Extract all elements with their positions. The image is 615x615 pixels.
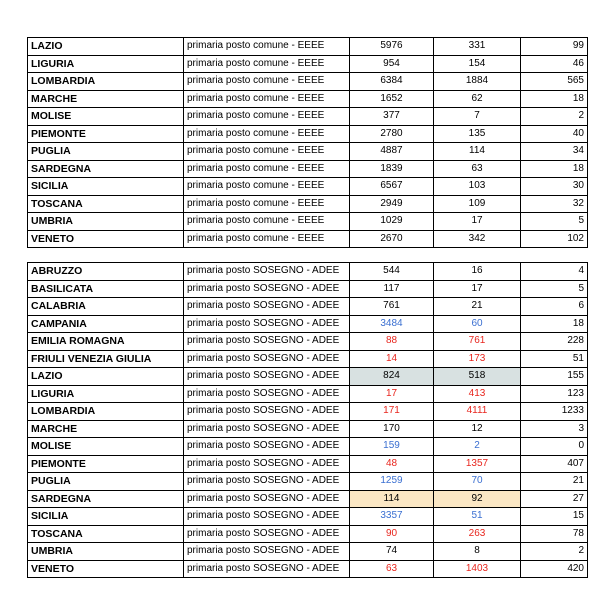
value3-cell: 102 xyxy=(521,230,588,248)
table-row xyxy=(28,213,588,231)
value1-cell: 2949 xyxy=(350,195,434,213)
value2-cell: 173 xyxy=(434,350,521,368)
type-cell: primaria posto comune - EEEE xyxy=(184,143,350,161)
region-cell: PIEMONTE xyxy=(28,455,184,473)
value3-cell: 565 xyxy=(521,73,588,91)
type-cell: primaria posto comune - EEEE xyxy=(184,178,350,196)
value3-cell: 32 xyxy=(521,195,588,213)
empty-cell xyxy=(28,248,184,263)
empty-cell xyxy=(521,248,588,263)
region-cell: PUGLIA xyxy=(28,473,184,491)
table-row xyxy=(28,160,588,178)
table-row xyxy=(28,403,588,421)
value3-cell: 4 xyxy=(521,263,588,281)
table-row xyxy=(28,438,588,456)
value3-cell: 1233 xyxy=(521,403,588,421)
type-cell: primaria posto SOSEGNO - ADEE xyxy=(184,438,350,456)
type-cell: primaria posto SOSEGNO - ADEE xyxy=(184,350,350,368)
value3-cell: 5 xyxy=(521,280,588,298)
region-cell: EMILIA ROMAGNA xyxy=(28,333,184,351)
value3-cell: 30 xyxy=(521,178,588,196)
type-cell: primaria posto comune - EEEE xyxy=(184,213,350,231)
value2-cell: 2 xyxy=(434,438,521,456)
table-row xyxy=(28,560,588,578)
value2-cell: 51 xyxy=(434,508,521,526)
type-cell: primaria posto SOSEGNO - ADEE xyxy=(184,525,350,543)
type-cell: primaria posto SOSEGNO - ADEE xyxy=(184,315,350,333)
value2-cell: 70 xyxy=(434,473,521,491)
value1-cell: 3357 xyxy=(350,508,434,526)
value2-cell: 1357 xyxy=(434,455,521,473)
table-row xyxy=(28,195,588,213)
value1-cell: 3484 xyxy=(350,315,434,333)
value3-cell: 18 xyxy=(521,315,588,333)
value3-cell: 78 xyxy=(521,525,588,543)
region-cell: SICILIA xyxy=(28,178,184,196)
region-cell: SICILIA xyxy=(28,508,184,526)
table-row xyxy=(28,490,588,508)
type-cell: primaria posto SOSEGNO - ADEE xyxy=(184,263,350,281)
value3-cell: 18 xyxy=(521,90,588,108)
value3-cell: 0 xyxy=(521,438,588,456)
table-row xyxy=(28,455,588,473)
type-cell: primaria posto comune - EEEE xyxy=(184,230,350,248)
value1-cell: 48 xyxy=(350,455,434,473)
value2-cell: 761 xyxy=(434,333,521,351)
region-cell: PIEMONTE xyxy=(28,125,184,143)
value3-cell: 46 xyxy=(521,55,588,73)
value2-cell: 413 xyxy=(434,385,521,403)
value2-cell: 154 xyxy=(434,55,521,73)
value1-cell: 117 xyxy=(350,280,434,298)
value1-cell: 1259 xyxy=(350,473,434,491)
value2-cell: 109 xyxy=(434,195,521,213)
value2-cell: 103 xyxy=(434,178,521,196)
value2-cell: 7 xyxy=(434,108,521,126)
value3-cell: 27 xyxy=(521,490,588,508)
value3-cell: 407 xyxy=(521,455,588,473)
type-cell: primaria posto SOSEGNO - ADEE xyxy=(184,385,350,403)
type-cell: primaria posto comune - EEEE xyxy=(184,90,350,108)
value1-cell: 6567 xyxy=(350,178,434,196)
region-cell: TOSCANA xyxy=(28,525,184,543)
value2-cell: 518 xyxy=(434,368,521,386)
value1-cell: 1652 xyxy=(350,90,434,108)
region-cell: PUGLIA xyxy=(28,143,184,161)
table-row xyxy=(28,178,588,196)
type-cell: primaria posto comune - EEEE xyxy=(184,125,350,143)
type-cell: primaria posto SOSEGNO - ADEE xyxy=(184,455,350,473)
region-cell: FRIULI VENEZIA GIULIA xyxy=(28,350,184,368)
table-row xyxy=(28,90,588,108)
value3-cell: 40 xyxy=(521,125,588,143)
value3-cell: 228 xyxy=(521,333,588,351)
type-cell: primaria posto comune - EEEE xyxy=(184,108,350,126)
type-cell: primaria posto comune - EEEE xyxy=(184,55,350,73)
value2-cell: 263 xyxy=(434,525,521,543)
value1-cell: 114 xyxy=(350,490,434,508)
region-cell: BASILICATA xyxy=(28,280,184,298)
region-cell: LIGURIA xyxy=(28,55,184,73)
value3-cell: 5 xyxy=(521,213,588,231)
table-row xyxy=(28,420,588,438)
value2-cell: 1403 xyxy=(434,560,521,578)
value1-cell: 88 xyxy=(350,333,434,351)
region-cell: LAZIO xyxy=(28,368,184,386)
value1-cell: 761 xyxy=(350,298,434,316)
empty-cell xyxy=(350,248,434,263)
table-row xyxy=(28,230,588,248)
table-row xyxy=(28,543,588,561)
value3-cell: 99 xyxy=(521,38,588,56)
empty-cell xyxy=(434,248,521,263)
value3-cell: 2 xyxy=(521,108,588,126)
region-cell: VENETO xyxy=(28,560,184,578)
value2-cell: 63 xyxy=(434,160,521,178)
type-cell: primaria posto SOSEGNO - ADEE xyxy=(184,420,350,438)
value1-cell: 6384 xyxy=(350,73,434,91)
region-cell: LIGURIA xyxy=(28,385,184,403)
value2-cell: 331 xyxy=(434,38,521,56)
region-cell: MARCHE xyxy=(28,90,184,108)
value1-cell: 14 xyxy=(350,350,434,368)
value3-cell: 123 xyxy=(521,385,588,403)
region-cell: CALABRIA xyxy=(28,298,184,316)
value1-cell: 377 xyxy=(350,108,434,126)
value2-cell: 8 xyxy=(434,543,521,561)
region-cell: LOMBARDIA xyxy=(28,73,184,91)
region-cell: SARDEGNA xyxy=(28,490,184,508)
table-row xyxy=(28,333,588,351)
table-row xyxy=(28,55,588,73)
table-row xyxy=(28,368,588,386)
value2-cell: 17 xyxy=(434,280,521,298)
data-table xyxy=(27,37,588,578)
region-cell: TOSCANA xyxy=(28,195,184,213)
value3-cell: 420 xyxy=(521,560,588,578)
type-cell: primaria posto SOSEGNO - ADEE xyxy=(184,543,350,561)
value2-cell: 12 xyxy=(434,420,521,438)
value3-cell: 15 xyxy=(521,508,588,526)
table-row xyxy=(28,315,588,333)
value2-cell: 92 xyxy=(434,490,521,508)
value3-cell: 34 xyxy=(521,143,588,161)
value1-cell: 5976 xyxy=(350,38,434,56)
table-row xyxy=(28,385,588,403)
region-cell: UMBRIA xyxy=(28,213,184,231)
region-cell: CAMPANIA xyxy=(28,315,184,333)
table-row xyxy=(28,108,588,126)
table-row xyxy=(28,525,588,543)
region-cell: ABRUZZO xyxy=(28,263,184,281)
type-cell: primaria posto SOSEGNO - ADEE xyxy=(184,560,350,578)
value2-cell: 21 xyxy=(434,298,521,316)
type-cell: primaria posto SOSEGNO - ADEE xyxy=(184,298,350,316)
type-cell: primaria posto SOSEGNO - ADEE xyxy=(184,280,350,298)
value1-cell: 1029 xyxy=(350,213,434,231)
value2-cell: 4111 xyxy=(434,403,521,421)
value1-cell: 954 xyxy=(350,55,434,73)
region-cell: VENETO xyxy=(28,230,184,248)
value2-cell: 1884 xyxy=(434,73,521,91)
value3-cell: 155 xyxy=(521,368,588,386)
value3-cell: 18 xyxy=(521,160,588,178)
type-cell: primaria posto SOSEGNO - ADEE xyxy=(184,490,350,508)
value2-cell: 62 xyxy=(434,90,521,108)
region-cell: MARCHE xyxy=(28,420,184,438)
value2-cell: 114 xyxy=(434,143,521,161)
value1-cell: 17 xyxy=(350,385,434,403)
value2-cell: 135 xyxy=(434,125,521,143)
spreadsheet xyxy=(27,37,587,578)
table-row xyxy=(28,298,588,316)
table-row xyxy=(28,38,588,56)
region-cell: MOLISE xyxy=(28,438,184,456)
value1-cell: 2780 xyxy=(350,125,434,143)
value3-cell: 6 xyxy=(521,298,588,316)
value1-cell: 63 xyxy=(350,560,434,578)
type-cell: primaria posto comune - EEEE xyxy=(184,73,350,91)
value1-cell: 171 xyxy=(350,403,434,421)
type-cell: primaria posto SOSEGNO - ADEE xyxy=(184,473,350,491)
spacer-row xyxy=(28,248,588,263)
value3-cell: 21 xyxy=(521,473,588,491)
value1-cell: 90 xyxy=(350,525,434,543)
value2-cell: 16 xyxy=(434,263,521,281)
type-cell: primaria posto comune - EEEE xyxy=(184,38,350,56)
type-cell: primaria posto SOSEGNO - ADEE xyxy=(184,403,350,421)
table-row xyxy=(28,143,588,161)
type-cell: primaria posto SOSEGNO - ADEE xyxy=(184,333,350,351)
table-row xyxy=(28,508,588,526)
table-row xyxy=(28,473,588,491)
table-body xyxy=(28,38,588,578)
value3-cell: 2 xyxy=(521,543,588,561)
value1-cell: 1839 xyxy=(350,160,434,178)
region-cell: SARDEGNA xyxy=(28,160,184,178)
empty-cell xyxy=(184,248,350,263)
value2-cell: 17 xyxy=(434,213,521,231)
region-cell: UMBRIA xyxy=(28,543,184,561)
value3-cell: 3 xyxy=(521,420,588,438)
table-row xyxy=(28,280,588,298)
value1-cell: 74 xyxy=(350,543,434,561)
value3-cell: 51 xyxy=(521,350,588,368)
table-row xyxy=(28,350,588,368)
table-row xyxy=(28,263,588,281)
value1-cell: 159 xyxy=(350,438,434,456)
type-cell: primaria posto SOSEGNO - ADEE xyxy=(184,368,350,386)
value1-cell: 824 xyxy=(350,368,434,386)
value2-cell: 60 xyxy=(434,315,521,333)
value1-cell: 170 xyxy=(350,420,434,438)
type-cell: primaria posto comune - EEEE xyxy=(184,160,350,178)
value2-cell: 342 xyxy=(434,230,521,248)
value1-cell: 544 xyxy=(350,263,434,281)
value1-cell: 2670 xyxy=(350,230,434,248)
value1-cell: 4887 xyxy=(350,143,434,161)
region-cell: LAZIO xyxy=(28,38,184,56)
region-cell: LOMBARDIA xyxy=(28,403,184,421)
table-row xyxy=(28,73,588,91)
region-cell: MOLISE xyxy=(28,108,184,126)
type-cell: primaria posto SOSEGNO - ADEE xyxy=(184,508,350,526)
type-cell: primaria posto comune - EEEE xyxy=(184,195,350,213)
table-row xyxy=(28,125,588,143)
